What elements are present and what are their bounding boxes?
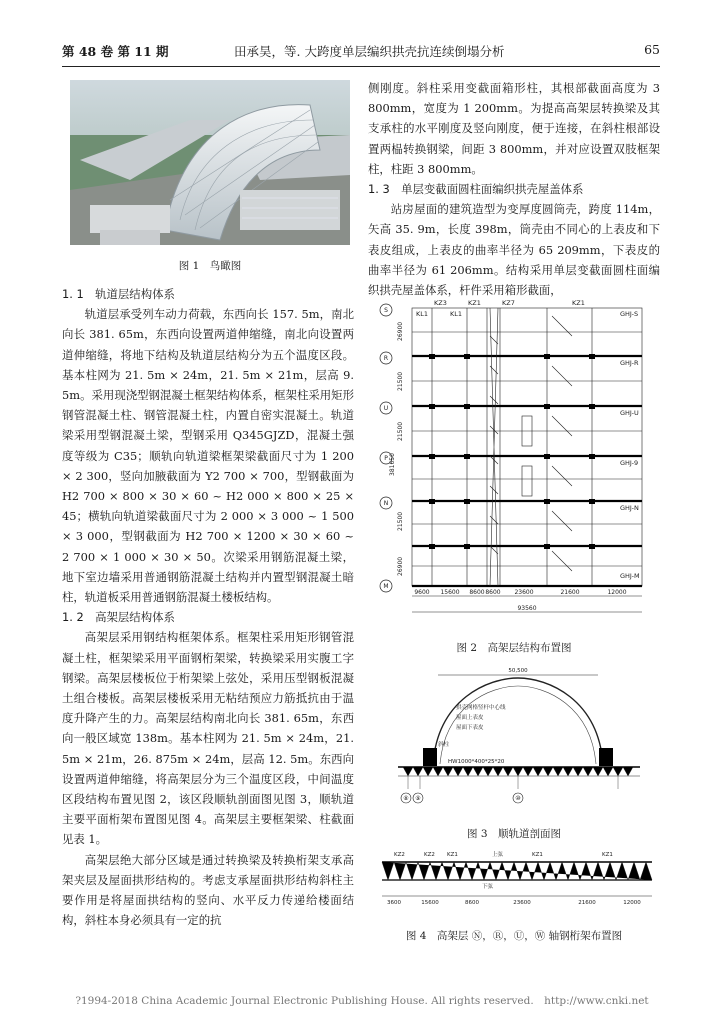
paragraph-transfer: 高架层绝大部分区域是通过转换梁及转换桁架支承高架夹层及屋面拱形结构的。考虑支承屋面拱形结构斜柱主要作用是将屋面拱结构的竖向、水平反力传递给楼面结构，斜柱本身必须具有一定的抗: [62, 852, 354, 928]
bottom-dim: 8600: [485, 589, 501, 596]
fig1-caption: 图 1 鸟瞰图: [178, 260, 242, 272]
left-dim: 21500: [397, 421, 404, 441]
girder-label: GHJ-S: [620, 310, 639, 318]
left-dim: 21500: [397, 511, 404, 531]
dim: 23600: [513, 900, 531, 906]
left-dim: 26900: [397, 321, 404, 341]
beam-label: KZ1: [572, 299, 585, 307]
axis-label: ⑧: [403, 795, 409, 802]
left-dim: 381650: [389, 453, 396, 476]
annotation: 屋面上表皮: [456, 715, 484, 721]
bottom-dim: 9600: [414, 589, 430, 596]
truss-label: KZ1: [447, 852, 458, 858]
grid-axis-label: U: [383, 405, 389, 412]
left-column: [62, 284, 354, 931]
total-dim: 93560: [517, 605, 537, 612]
paragraph-elevated-layer: 高架层采用钢结构框架体系。框架柱采用矩形钢管混凝土柱，框架梁采用平面钢桁架梁，转换梁采用实腹工字钢梁。高架层楼板位于桁架梁上弦处，采用压型钢板混凝土组合楼板。高架层楼板采用无粘结预应力筋抵抗由于温度升降产生的力。高架层结构南北向长 381. 65m，东西向一般区域宽 138m。基本柱网为 21. 5m × 24m，21. 5m × 21m，26. 875m × 24m，层高 12. 5m。东西向设置两道伸缩缝，将高架层分为三个温度区段，中间温度区段结构布置见图 2，该区段顺轨剖面图见图 3，顺轨道主要平面桁架布置图见图 4。高架层主要框架梁、柱截面见表 1。: [62, 630, 354, 847]
beam-label: KZ1: [468, 299, 481, 307]
paragraph-track-layer: 轨道层承受列车动力荷载，东西向长 157. 5m，南北向长 381. 65m，东西向设置两道伸缩缝，南北向设置两道伸缩缝，将地下结构及轨道层结构分为五个温度区段。基本柱网为 21. 5m × 24m，21. 5m × 21m，层高 9. 5m。采用现浇型钢混凝土框架结构体系，框架柱采用矩形钢管混凝土柱、钢管混凝土柱，内置自密实混凝土。轨道梁采用型钢混凝土梁，型钢采用 Q345GJZD，混凝土强度等级为 C35；顺轨向轨道梁框架梁截面尺寸为 1 200 × 2 300，竖向加腋截面为 Y2 700 × 700，型钢截面为 H2 700 × 800 × 30 × 60 ~ H2 000 × 800 × 25 × 45；横轨向轨道梁截面尺寸为 2 000 × 3 000 ~ 1 500 × 3 000，型钢截面为 H2 700 × 1200 × 30 × 60 ~ 2 700 × 1 000 × 30 × 50。次梁采用钢筋混凝土梁，地下室边墙采用普通钢筋混凝土结构并内置型钢混凝土暗柱，轨道板采用普通钢筋混凝土楼板结构。: [62, 307, 354, 605]
fig3-section: [378, 664, 660, 816]
girder-label: GHJ-9: [620, 459, 639, 467]
truss-label: KZ1: [602, 852, 613, 858]
copyright-footer: ?1994-2018 China Academic Journal Electronic Publishing House. All rights reserved. http://www.cnki.net: [75, 995, 649, 1007]
truss-label: KZ2: [394, 852, 405, 858]
truss-label: KZ1: [532, 852, 543, 858]
grid-axis-label: S: [384, 307, 388, 314]
fig4-caption: 图 4 高架层 Ⓝ，Ⓡ，Ⓤ，Ⓦ 轴钢桁架布置图: [405, 930, 623, 942]
beam-label: KZ3: [434, 299, 447, 307]
annotation: HW1000*400*25*20: [448, 759, 505, 765]
beam-label: KL1: [416, 310, 429, 318]
section-1-2-heading: 1. 2 高架层结构体系: [62, 610, 175, 625]
beam-label: KZ7: [502, 299, 515, 307]
paragraph-lateral-stiffness: 侧刚度。斜柱采用变截面箱形柱，其根部截面高度为 3 800mm，宽度为 1 200mm。为提高高架层转换梁及其支承柱的水平刚度及竖向刚度，便于连接，在斜柱根部设置两榀转换钢梁，间距 3 800mm，并对应设置双肢框架柱，柱距 3 800mm。: [368, 81, 660, 176]
beam-label: KL1: [450, 310, 463, 318]
running-title: 田承昊，等. 大跨度单层编织拱壳抗连续倒塌分析: [234, 44, 505, 59]
fig3-caption: 图 3 顺轨道剖面图: [466, 828, 562, 840]
truss-label: KZ2: [424, 852, 435, 858]
grid-axis-label: P: [384, 455, 388, 462]
girder-label: GHJ-N: [620, 504, 639, 512]
fig2-structural-plan: [372, 296, 662, 628]
section-1-3-heading: 1. 3 单层变截面圆柱面编织拱壳屋盖体系: [368, 182, 584, 197]
dim: 12000: [623, 900, 641, 906]
paragraph-roof-system: 站房屋面的建筑造型为变厚度圆筒壳，跨度 114m，矢高 35. 9m，长度 398m，筒壳由不同心的上表皮和下表皮组成，上表皮的曲率半径为 65 209mm，下表皮的曲率半径为 61 206mm。结构采用单层变截面圆柱面编织拱壳屋盖体系，杆件采用箱形截面，: [368, 202, 660, 298]
girder-label: GHJ-R: [620, 359, 639, 367]
bottom-dim: 21600: [560, 589, 580, 596]
left-dim: 21500: [397, 371, 404, 391]
top-dim: 50,500: [508, 668, 528, 674]
annotation: 屋面下表皮: [456, 725, 484, 731]
right-column: [368, 78, 660, 300]
grid-axis-label: R: [383, 355, 389, 362]
fig4-truss-layout: [372, 848, 662, 914]
dim: 8600: [465, 900, 479, 906]
volume-issue: 第 48 卷 第 11 期: [62, 44, 169, 59]
section-1-1-heading: 1. 1 轨道层结构体系: [62, 287, 175, 301]
bottom-dim: 15600: [440, 589, 460, 596]
girder-label: GHJ-M: [620, 572, 640, 580]
page-number: 65: [644, 42, 660, 57]
dim: 21600: [578, 900, 596, 906]
girder-label: GHJ-U: [620, 409, 639, 417]
bottom-dim: 12000: [607, 589, 627, 596]
annotation: 拱壳网格竖杆中心线: [456, 705, 506, 711]
annotation: 斜柱: [438, 742, 450, 748]
axis-label: ⑩: [515, 795, 521, 802]
aerial-view-photo: [70, 80, 350, 245]
truss-label: 下弦: [482, 884, 494, 890]
bottom-dim: 8600: [469, 589, 485, 596]
grid-axis-label: N: [383, 500, 389, 507]
left-dim: 26900: [397, 556, 404, 576]
header-rule: [62, 66, 660, 67]
dim: 3600: [387, 900, 401, 906]
axis-label: ⑨: [415, 795, 421, 802]
grid-axis-label: M: [383, 583, 389, 590]
dim: 15600: [421, 900, 439, 906]
bottom-dim: 23600: [514, 589, 534, 596]
truss-label: 上弦: [492, 852, 504, 858]
fig2-caption: 图 2 高架层结构布置图: [456, 642, 572, 654]
